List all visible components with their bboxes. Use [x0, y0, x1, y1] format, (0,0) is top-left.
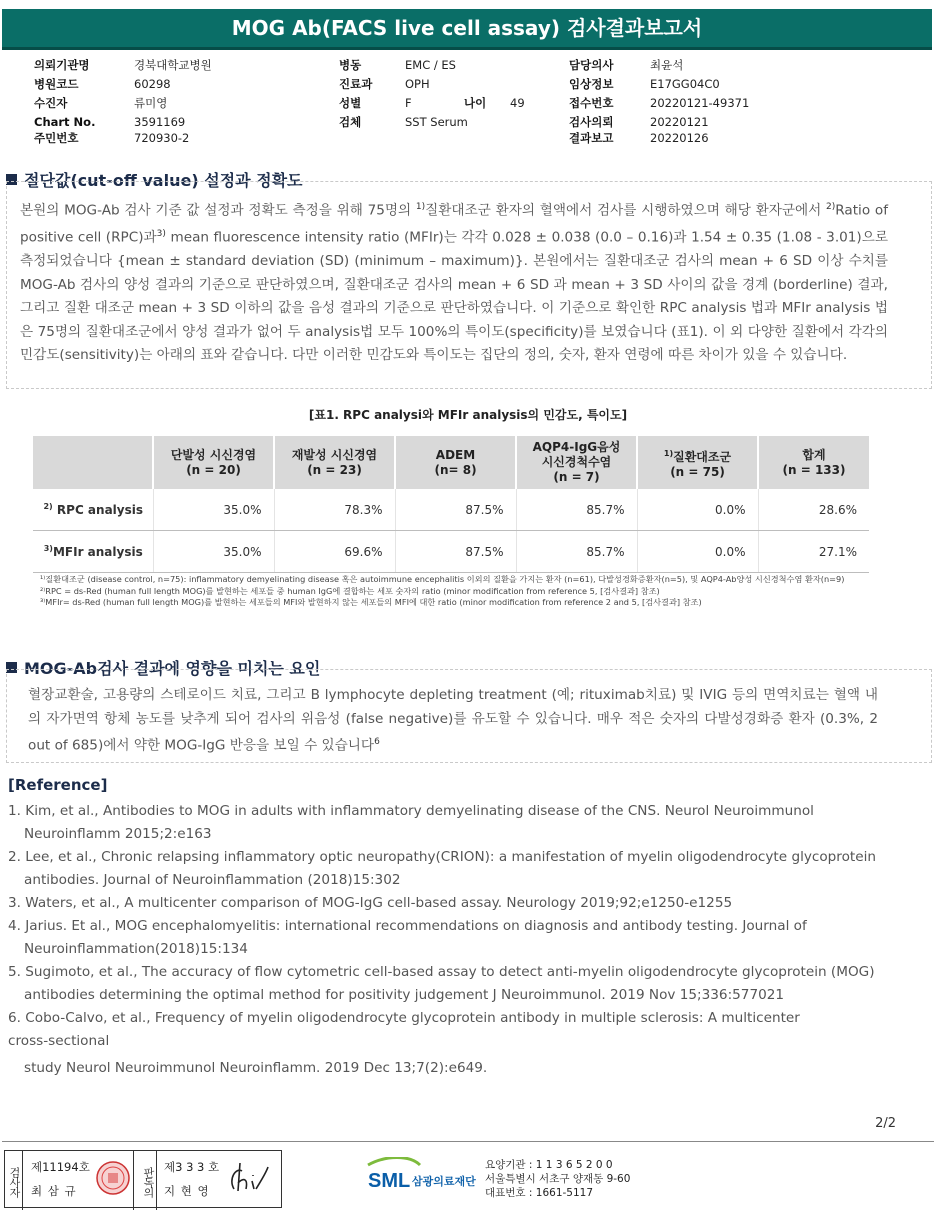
table-cell: 28.6% [758, 489, 869, 531]
row-label: $^{2)}$ RPC analysis [33, 489, 153, 531]
page-number: 2/2 [875, 1116, 896, 1131]
info-label: 결과보고 [569, 131, 614, 145]
section-heading-text: 절단값(cut-off value) 설정과 정확도 [24, 171, 303, 190]
table-header: 단발성 시신경염 (n = 20) [153, 436, 274, 489]
examiner-license: 제11194호 [31, 1160, 90, 1174]
lab-info [485, 1158, 630, 1200]
age-label: 나이 [464, 96, 487, 110]
footer-divider [2, 1141, 934, 1142]
report-title: MOG Ab(FACS live cell assay) 검사결과보고서 [2, 9, 932, 50]
table-row [33, 489, 869, 531]
reference-item: 2. Lee, et al., Chronic relapsing inflammatory optic neuropathy(CRION): a manifestation of myelin oligodendrocyte glycoprotein antibodies. Journal of Neuroinflammation (2018)15:302 [8, 849, 877, 888]
table-cell: 0.0% [637, 489, 758, 531]
info-col-3 [569, 56, 749, 148]
reference-item: 3. Waters, et al., A multicenter comparison of MOG-IgG cell-based assay. Neurology 2019;92;e1250-e1255 [8, 895, 733, 911]
reader-name: 지 현 영 [164, 1184, 210, 1198]
footnote: ³⁾MFIr= ds-Red (human full length MOG)를 발현하는 세포들의 MFI와 발현하지 않는 세포들의 MFI에 대한 ratio (minor modification from reference 2 and 5, [검사결과] 참조) [40, 597, 702, 607]
table-header: $^{1)}$질환대조군 (n = 75) [637, 436, 758, 489]
cutoff-paragraph [20, 196, 888, 368]
table-cell: 85.7% [516, 489, 637, 531]
info-value: F [405, 96, 412, 110]
info-label: 수진자 [34, 96, 68, 110]
info-label: 검체 [339, 115, 362, 129]
factors-paragraph [28, 684, 878, 758]
sml-logo-icon [366, 1157, 486, 1197]
table-cell: 87.5% [395, 531, 516, 573]
table-cell: 69.6% [274, 531, 395, 573]
table-title: [표1. RPC analysi와 MFIr analysis의 민감도, 특이도] [308, 408, 628, 422]
info-value: 3591169 [134, 115, 186, 129]
info-value: E17GG04C0 [650, 77, 720, 91]
info-value: 경북대학교병원 [134, 58, 212, 72]
info-label: 주민번호 [34, 131, 79, 145]
table-footnotes [40, 574, 880, 609]
info-label: Chart No. [34, 115, 96, 129]
table-cell: 85.7% [516, 531, 637, 573]
table-row [33, 531, 869, 573]
info-value: 최윤석 [650, 58, 684, 72]
table-header: AQP4-IgG음성 시신경척수염 (n = 7) [516, 436, 637, 489]
lab-phone: 대표번호 : 1661-5117 [485, 1187, 594, 1199]
svg-text:삼광의료재단: 삼광의료재단 [412, 1175, 476, 1188]
info-value: OPH [405, 77, 430, 91]
info-value: SST Serum [405, 115, 468, 129]
info-label: 병동 [339, 58, 362, 72]
reference-item: 4. Jarius. Et al., MOG encephalomyelitis: international recommendations on diagnosis and antibody testing. Journal of Neuroinflammation(2018)15:134 [8, 918, 807, 957]
info-label: 진료과 [339, 77, 373, 91]
age-value: 49 [510, 96, 525, 110]
table-header-empty [33, 436, 153, 489]
info-value: 20220126 [650, 131, 709, 145]
row-label: $^{3)}$MFIr analysis [33, 531, 153, 573]
table-cell: 0.0% [637, 531, 758, 573]
info-col-2 [339, 56, 525, 132]
examiner-cell [23, 1151, 133, 1207]
superscript: 1) [415, 202, 426, 212]
table-header: 재발성 시신경염 (n = 23) [274, 436, 395, 489]
info-label: 담당의사 [569, 58, 614, 72]
examiner-role: 검사자 [5, 1151, 23, 1210]
lab-code: 요양기관 : 1 1 3 6 5 2 0 0 [485, 1159, 613, 1171]
superscript: 6 [374, 737, 380, 747]
reference-item: 1. Kim, et al., Antibodies to MOG in adults with inflammatory demyelinating disease of the CNS. Neurol Neuroimmunol Neuroinflamm 2015;2:e163 [8, 803, 814, 842]
sensitivity-table [33, 436, 869, 573]
table-cell: 27.1% [758, 531, 869, 573]
lab-address: 서울특별시 서초구 양재동 9-60 [485, 1173, 631, 1185]
info-value: 720930-2 [134, 131, 190, 145]
info-value: EMC / ES [405, 58, 456, 72]
info-value: 60298 [134, 77, 171, 91]
section-heading-text: MOG-Ab검사 결과에 영향을 미치는 요인 [24, 659, 321, 678]
table-cell: 78.3% [274, 489, 395, 531]
examiner-name: 최 삼 규 [31, 1184, 77, 1198]
para-text: 질환대조군 환자의 혈액에서 검사를 시행하였으며 해당 환자군에서 [425, 202, 826, 219]
table-cell: 35.0% [153, 489, 274, 531]
reference-item: 5. Sugimoto, et al., The accuracy of flow cytometric cell-based assay to detect anti-myelin oligodendrocyte glycoprotein (MOG) antibodies determining the optimal method for positivity judgement J Neuroimmunol. 2019 Nov 15;336:577021 [8, 964, 875, 1003]
superscript: 2) [826, 202, 836, 212]
para-text: 혈장교환술, 고용량의 스테로이드 치료, 그리고 B lymphocyte depleting treatment (예; rituximab치료) 및 IVIG 등의 면역치료는 혈액 내의 자가면역 항체 농도를 낮추게 되어 검사의 위음성 (false negative)를 유도할 수 있습니다. 매우 적은 숫자의 다발성경화증 환자 (0.3%, 2 out of 685)에서 약한 MOG-IgG 반응을 보일 수 있습니다 [28, 687, 878, 754]
info-label: 접수번호 [569, 96, 614, 110]
superscript: 3) [156, 229, 166, 240]
info-label: 병원코드 [34, 77, 79, 91]
para-text: mean fluorescence intensity ratio (MFIr)는 각각 0.028 ± 0.038 (0.0 – 0.16)과 1.54 ± 0.35 (1.08 - 3.01)으로 측정되었습니다 {mean ± standard deviation (SD) (minimum – maximum)}. 본원에서는 질환대조군 검사의 mean + 6 SD 이상 수치를 MOG-Ab 검사의 양성 결과의 기준으로 판단하였으며, 질환대조군 검사의 mean + 6 SD 과 mean + 3 SD 사이의 값을 경계 (borderline) 결과, 그리고 질환 대조군 mean + 3 SD 이하의 값을 음성 결과의 기준으로 판단하였습니다. 이 기준으로 확인한 RPC analysis 법과 MFIr analysis 법은 75명의 질환대조군에서 양성 결과가 없어 두 analysis법 모두 100%의 특이도(specificity)를 보였습니다 (표1). 이 외 다양한 질환에서 각각의 민감도(sensitivity)는 아래의 표와 같습니다. 다만 이러한 민감도와 특이도는 집단의 정의, 숫자, 환자 연령에 따른 차이가 있을 수 있습니다. [20, 229, 888, 364]
handwritten-signature-icon [226, 1159, 270, 1197]
reader-role: 판독의 [133, 1151, 157, 1210]
info-label: 임상정보 [569, 77, 614, 91]
info-col-1 [34, 56, 212, 148]
info-value: 류미영 [134, 96, 168, 110]
lab-logo [366, 1157, 486, 1201]
table-cell: 87.5% [395, 489, 516, 531]
footnote: ²⁾RPC = ds-Red (human full length MOG)를 발현하는 세포들 중 human IgG에 결합하는 세포 숫자의 ratio (minor modification from reference 5, [검사결과] 참조) [40, 585, 660, 596]
table-header: ADEM (n= 8) [395, 436, 516, 489]
examiner-seal-icon [95, 1159, 131, 1197]
info-value: 20220121-49371 [650, 96, 750, 110]
reference-item: 6. Cobo-Calvo, et al., Frequency of myelin oligodendrocyte glycoprotein antibody in multiple sclerosis: A multicenter cross-sectional study Neurol Neuroimmunol Neuroinflamm. 2019 Dec 13;7(2):e649. [8, 1010, 800, 1076]
reader-license: 제3 3 3 호 [164, 1160, 220, 1174]
reader-cell [156, 1151, 280, 1207]
footnote: ¹⁾질환대조군 (disease control, n=75): inflammatory demyelinating disease 혹은 autoimmune encephalitis 이외의 질환을 가지는 환자 (n=61), 다발성경화증환자(n=5), 및 AQP4-Ab양성 시신경척수염 환자(n=9) [40, 574, 845, 584]
svg-text:SML: SML [368, 1170, 411, 1192]
info-label: 검사의뢰 [569, 115, 614, 129]
para-text: Ratio of positive cell (RPC)과 [20, 202, 888, 246]
reference-title: [Reference] [8, 776, 108, 794]
table-header-row [33, 436, 869, 489]
info-value: 20220121 [650, 115, 709, 129]
info-label: 의뢰기관명 [34, 58, 90, 72]
table-header: 합계 (n = 133) [758, 436, 869, 489]
signature-block [4, 1150, 282, 1208]
info-label: 성별 [339, 96, 362, 110]
para-text: 본원의 MOG-Ab 검사 기준 값 설정과 정확도 측정을 위해 75명의 [20, 202, 416, 219]
reference-list [8, 800, 908, 1080]
table-cell: 35.0% [153, 531, 274, 573]
